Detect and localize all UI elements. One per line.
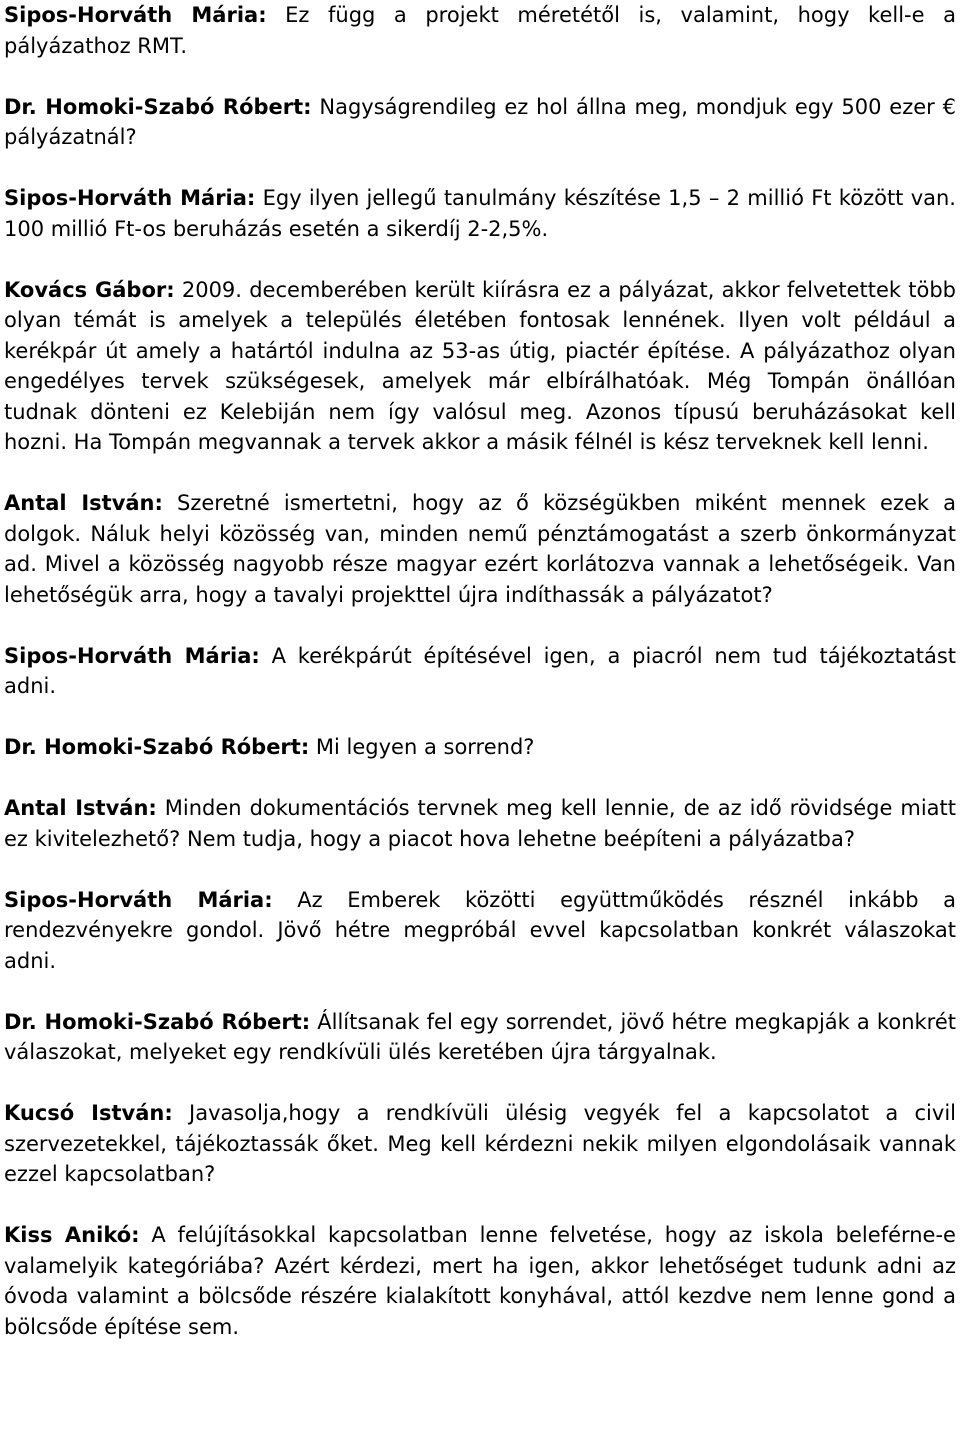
minutes-paragraph bbox=[4, 275, 956, 458]
minutes-paragraph bbox=[4, 793, 956, 854]
paragraph-text: Nagyságrendileg ez hol állna meg, mondjuk egy 500 ezer € pályázatnál? bbox=[4, 94, 956, 149]
paragraph-text: Minden dokumentációs tervnek meg kell lennie, de az idő rövidsége miatt ez kivitelezhető? Nem tudja, hogy a piacot hova lehetne beépíteni a pályázatba? bbox=[4, 796, 956, 851]
paragraph-text: Egy ilyen jellegű tanulmány készítése 1,5 – 2 millió Ft között van. 100 millió Ft-os beruházás esetén a sikerdíj 2-2,5%. bbox=[4, 186, 956, 241]
minutes-paragraph bbox=[4, 488, 956, 610]
paragraph-text: Javasolja,hogy a rendkívüli ülésig vegyék fel a kapcsolatot a civil szervezetekkel, tájékoztassák őket. Meg kell kérdezni nekik milyen elgondolásaik vannak ezzel kapcsolatban? bbox=[4, 1101, 956, 1186]
speaker-name: Kiss Anikó: bbox=[4, 1223, 140, 1247]
speaker-name: Antal István: bbox=[4, 491, 163, 515]
speaker-name: Sipos-Horváth Mária: bbox=[4, 3, 267, 27]
speaker-name: Kucsó István: bbox=[4, 1101, 173, 1125]
paragraph-text: 2009. decemberében került kiírásra ez a pályázat, akkor felvetettek több olyan témát is amelyek a település életében fontosak lennének. Ilyen volt például a kerékpár út amely a határtól indulna az 53-as útig, piactér építése. A pályázathoz olyan engedélyes tervek szükségesek, amelyek már elbírálhatóak. Még Tompán önállóan tudnak dönteni ez Kelebiján nem így valósul meg. Azonos típusú beruházásokat kell hozni. Ha Tompán megvannak a tervek akkor a másik félnél is kész terveknek kell lenni. bbox=[4, 277, 956, 454]
minutes-paragraph bbox=[4, 92, 956, 153]
speaker-name: Dr. Homoki-Szabó Róbert: bbox=[4, 1009, 311, 1034]
paragraph-text: Mi legyen a sorrend? bbox=[309, 735, 535, 759]
speaker-name: Antal István: bbox=[4, 796, 157, 820]
speaker-name: Sipos-Horváth Mária: bbox=[4, 643, 260, 668]
minutes-paragraph bbox=[4, 641, 956, 702]
speaker-name: Sipos-Horváth Mária: bbox=[4, 186, 256, 210]
document-page bbox=[4, 0, 956, 1342]
paragraph-text: Az Emberek közötti együttműködés résznél inkább a rendezvényekre gondol. Jövő hétre megpróbál evvel kapcsolatban konkrét válaszokat adni. bbox=[4, 887, 956, 973]
minutes-paragraph bbox=[4, 183, 956, 244]
minutes-paragraph bbox=[4, 885, 956, 977]
speaker-name: Kovács Gábor: bbox=[4, 277, 175, 302]
paragraph-text: A felújításokkal kapcsolatban lenne felvetése, hogy az iskola beleférne-e valamelyik kategóriába? Azért kérdezi, mert ha igen, akkor lehetőséget tudunk adni az óvoda valamint a bölcsőde részére kialakított konyhával, attól kezdve nem lenne gond a bölcsőde építése sem. bbox=[4, 1223, 956, 1339]
minutes-paragraph bbox=[4, 0, 956, 61]
minutes-paragraph bbox=[4, 1098, 956, 1190]
minutes-paragraph bbox=[4, 732, 956, 763]
paragraph-text: Ez függ a projekt méretétől is, valamint, hogy kell-e a pályázathoz RMT. bbox=[4, 3, 956, 58]
minutes-paragraph bbox=[4, 1007, 956, 1068]
paragraph-text: Állítsanak fel egy sorrendet, jövő hétre megkapják a konkrét válaszokat, melyeket egy rendkívüli ülés keretében újra tárgyalnak. bbox=[4, 1009, 956, 1064]
speaker-name: Sipos-Horváth Mária: bbox=[4, 887, 273, 912]
paragraph-text: Szeretné ismertetni, hogy az ő községükben miként mennek ezek a dolgok. Náluk helyi közösség van, minden nemű pénztámogatást a szerb önkormányzat ad. Mivel a közösség nagyobb része magyar ezért korlátozva vannak a lehetőségeik. Van lehetőségük arra, hogy a tavalyi projekttel újra indíthassák a pályázatot? bbox=[4, 491, 956, 607]
speaker-name: Dr. Homoki-Szabó Róbert: bbox=[4, 94, 312, 119]
paragraph-text: A kerékpárút építésével igen, a piacról nem tud tájékoztatást adni. bbox=[4, 643, 956, 698]
minutes-paragraph bbox=[4, 1220, 956, 1342]
speaker-name: Dr. Homoki-Szabó Róbert: bbox=[4, 735, 310, 759]
